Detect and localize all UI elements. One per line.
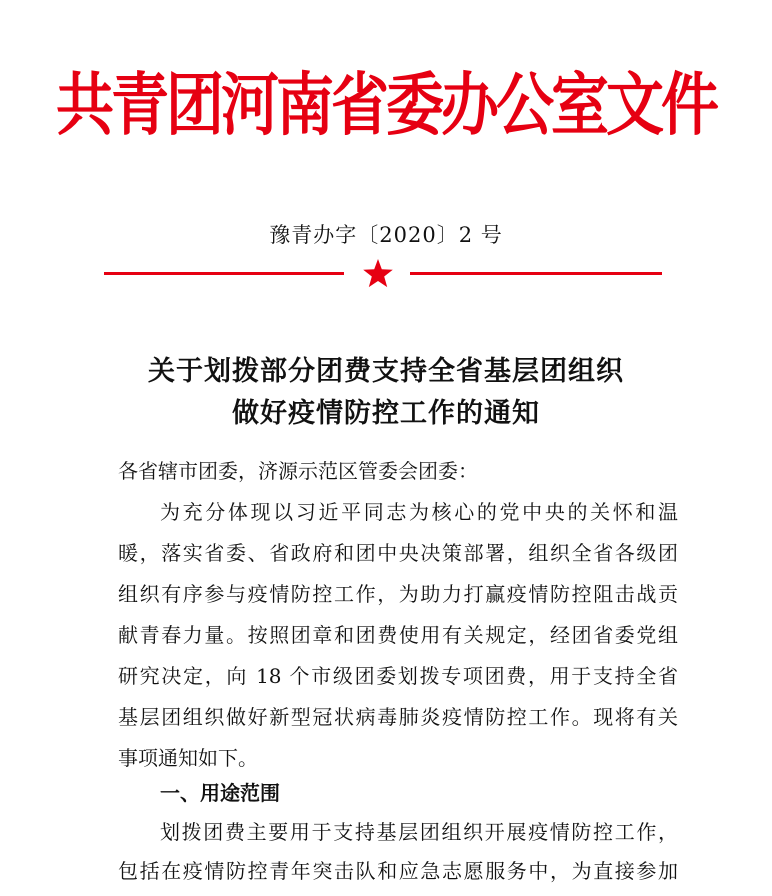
paragraph-line: 研究决定，向 18 个市级团委划拨专项团费，用于支持全省: [118, 664, 678, 688]
paragraph-line: 事项通知如下。: [118, 746, 258, 770]
notice-title-line-1: 关于划拨部分团费支持全省基层团组织: [148, 356, 624, 387]
red-star-icon: [362, 258, 394, 290]
paragraph-line: 组织有序参与疫情防控工作，为助力打赢疫情防控阻击战贡: [118, 582, 678, 606]
paragraph-line: 为充分体现以习近平同志为核心的党中央的关怀和温: [160, 500, 678, 524]
paragraph-line: 划拨团费主要用于支持基层团组织开展疫情防控工作，: [160, 820, 678, 844]
red-separator-right: [410, 272, 662, 275]
paragraph-line: 包括在疫情防控青年突击队和应急志愿服务中，为直接参加: [118, 859, 678, 883]
salutation: 各省辖市团委，济源示范区管委会团委：: [118, 459, 478, 483]
red-separator-left: [104, 272, 344, 275]
masthead-title: 共青团河南省委办公室文件: [55, 64, 716, 146]
document-number: 豫青办字〔2020〕2 号: [269, 223, 503, 247]
paragraph-line: 献青春力量。按照团章和团费使用有关规定，经团省委党组: [118, 623, 678, 647]
section-heading: 一、用途范围: [160, 781, 280, 805]
notice-title-line-2: 做好疫情防控工作的通知: [232, 398, 540, 429]
paragraph-line: 暖，落实省委、省政府和团中央决策部署，组织全省各级团: [118, 541, 678, 565]
paragraph-line: 基层团组织做好新型冠状病毒肺炎疫情防控工作。现将有关: [118, 705, 678, 729]
